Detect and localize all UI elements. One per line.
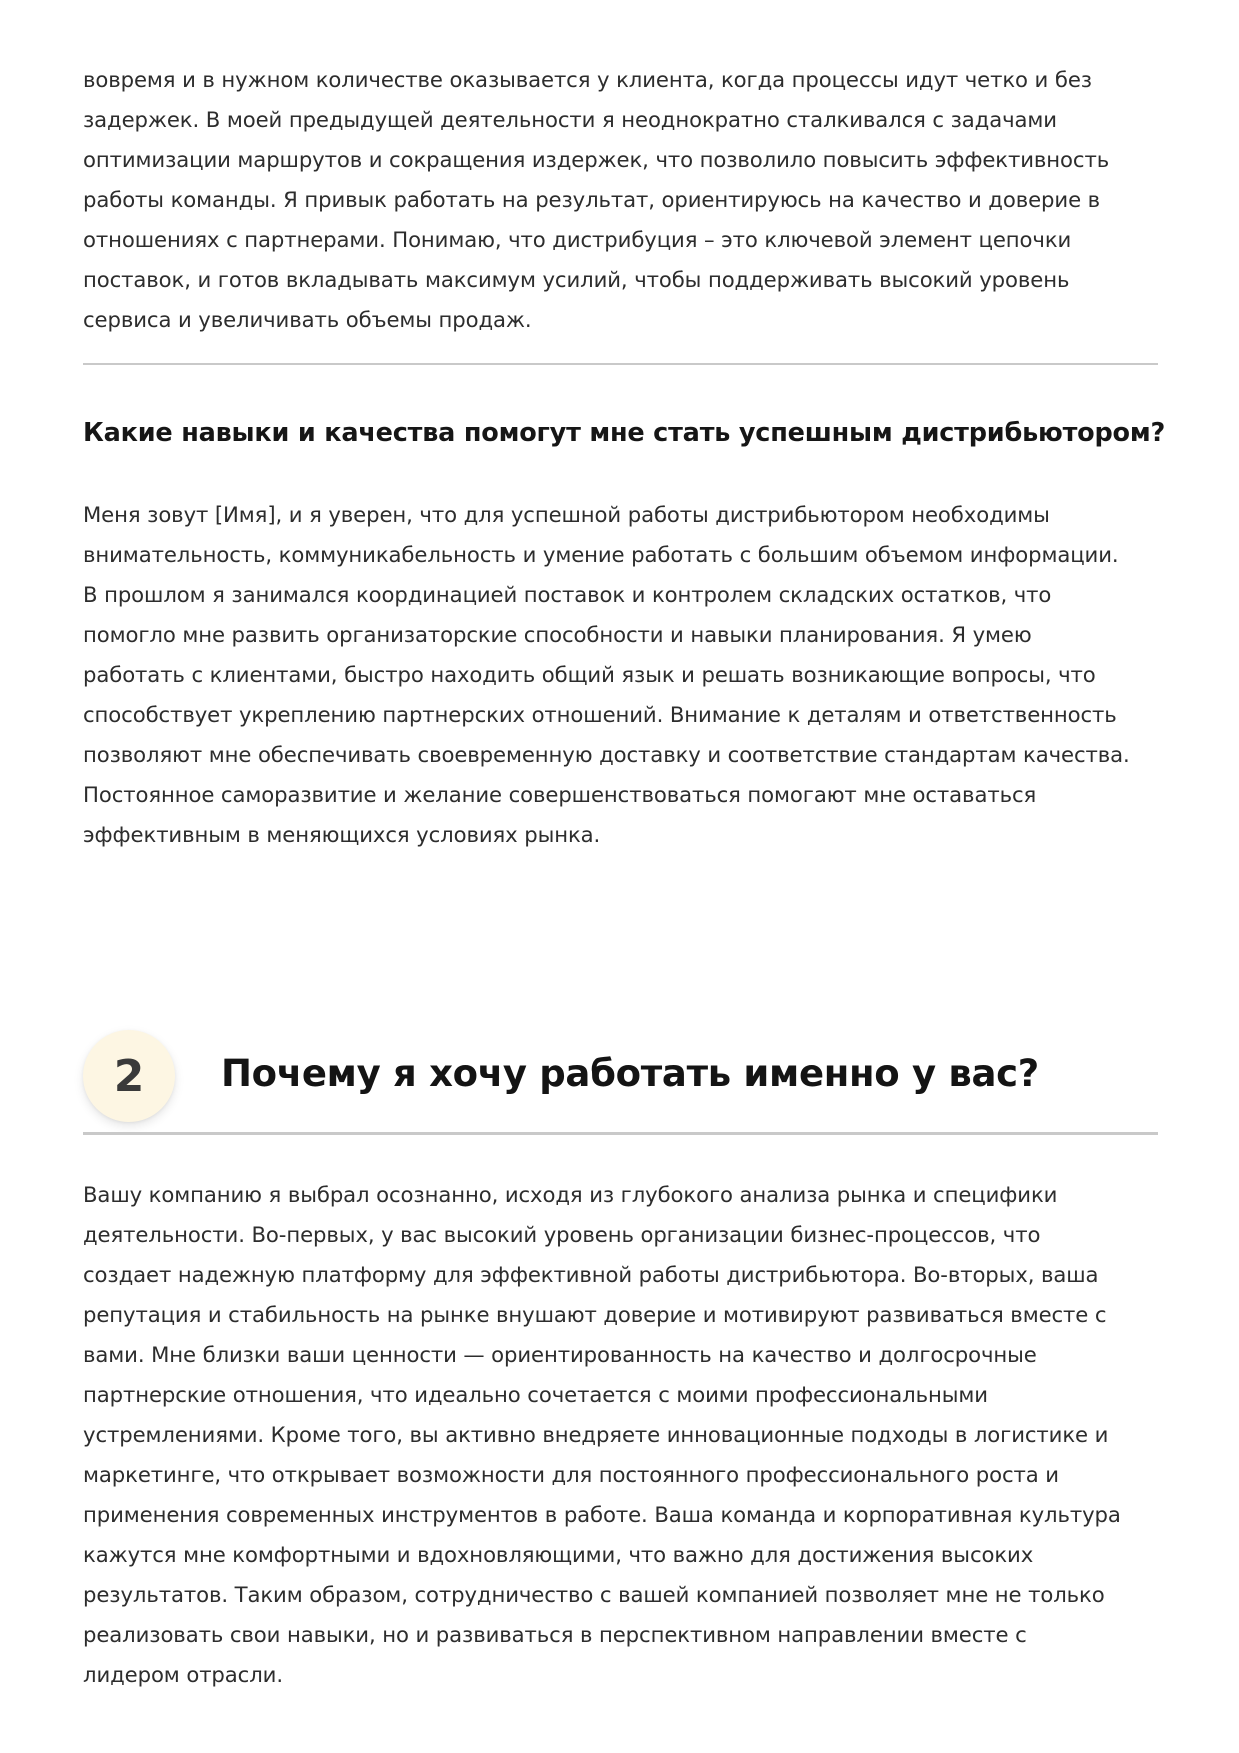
paragraph-line: вовремя и в нужном количестве оказывается у клиента, когда процессы идут четко и без — [83, 67, 1092, 92]
paragraph-line: Меня зовут [Имя], и я уверен, что для успешной работы дистрибьютором необходимы — [83, 502, 1050, 527]
section-title: Почему я хочу работать именно у вас? — [221, 1052, 1039, 1095]
paragraph-line: помогло мне развить организаторские способности и навыки планирования. Я умею — [83, 622, 1032, 647]
section-divider — [83, 363, 1158, 365]
paragraph-line: кажутся мне комфортными и вдохновляющими, что важно для достижения высоких — [83, 1542, 1034, 1567]
paragraph-line: Постоянное саморазвитие и желание совершенствоваться помогают мне оставаться — [83, 782, 1037, 807]
paragraph-line: деятельности. Во-первых, у вас высокий уровень организации бизнес-процессов, что — [83, 1222, 1041, 1247]
paragraph-line: репутация и стабильность на рынке внушают доверие и мотивируют развиваться вместе с — [83, 1302, 1107, 1327]
why-paragraph — [83, 1175, 1121, 1695]
section-title-divider — [83, 1132, 1158, 1135]
section-number: 2 — [113, 1050, 145, 1102]
paragraph-line: эффективным в меняющихся условиях рынка. — [83, 822, 601, 847]
paragraph-line: вами. Мне близки ваши ценности — ориентированность на качество и долгосрочные — [83, 1342, 1037, 1367]
paragraph-line: сервиса и увеличивать объемы продаж. — [83, 307, 532, 332]
skills-heading: Какие навыки и качества помогут мне стать успешным дистрибьютором? — [83, 418, 1166, 448]
paragraph-line: применения современных инструментов в работе. Ваша команда и корпоративная культура — [83, 1502, 1121, 1527]
paragraph-line: позволяют мне обеспечивать своевременную доставку и соответствие стандартам качества. — [83, 742, 1130, 767]
skills-paragraph — [83, 495, 1130, 855]
paragraph-line: устремлениями. Кроме того, вы активно внедряете инновационные подходы в логистике и — [83, 1422, 1109, 1447]
paragraph-line: внимательность, коммуникабельность и умение работать с большим объемом информации. — [83, 542, 1119, 567]
section-number-badge — [83, 1030, 175, 1122]
paragraph-line: реализовать свои навыки, но и развиваться в перспективном направлении вместе с — [83, 1622, 1027, 1647]
paragraph-line: отношениях с партнерами. Понимаю, что дистрибуция – это ключевой элемент цепочки — [83, 227, 1072, 252]
paragraph-line: маркетинге, что открывает возможности для постоянного профессионального роста и — [83, 1462, 1059, 1487]
paragraph-line: работы команды. Я привык работать на результат, ориентируюсь на качество и доверие в — [83, 187, 1101, 212]
paragraph-line: Вашу компанию я выбрал осознанно, исходя из глубокого анализа рынка и специфики — [83, 1182, 1058, 1207]
paragraph-line: создает надежную платформу для эффективной работы дистрибьютора. Во-вторых, ваша — [83, 1262, 1099, 1287]
paragraph-line: работать с клиентами, быстро находить общий язык и решать возникающие вопросы, что — [83, 662, 1096, 687]
paragraph-line: оптимизации маршрутов и сокращения издержек, что позволило повысить эффективность — [83, 147, 1110, 172]
paragraph-line: результатов. Таким образом, сотрудничество с вашей компанией позволяет мне не только — [83, 1582, 1105, 1607]
paragraph-line: способствует укреплению партнерских отношений. Внимание к деталям и ответственность — [83, 702, 1117, 727]
paragraph-line: партнерские отношения, что идеально сочетается с моими профессиональными — [83, 1382, 988, 1407]
paragraph-line: поставок, и готов вкладывать максимум усилий, чтобы поддерживать высокий уровень — [83, 267, 1070, 292]
paragraph-line: задержек. В моей предыдущей деятельности я неоднократно сталкивался с задачами — [83, 107, 1057, 132]
paragraph-line: В прошлом я занимался координацией поставок и контролем складских остатков, что — [83, 582, 1052, 607]
intro-paragraph — [83, 60, 1109, 340]
paragraph-line: лидером отрасли. — [83, 1662, 283, 1687]
